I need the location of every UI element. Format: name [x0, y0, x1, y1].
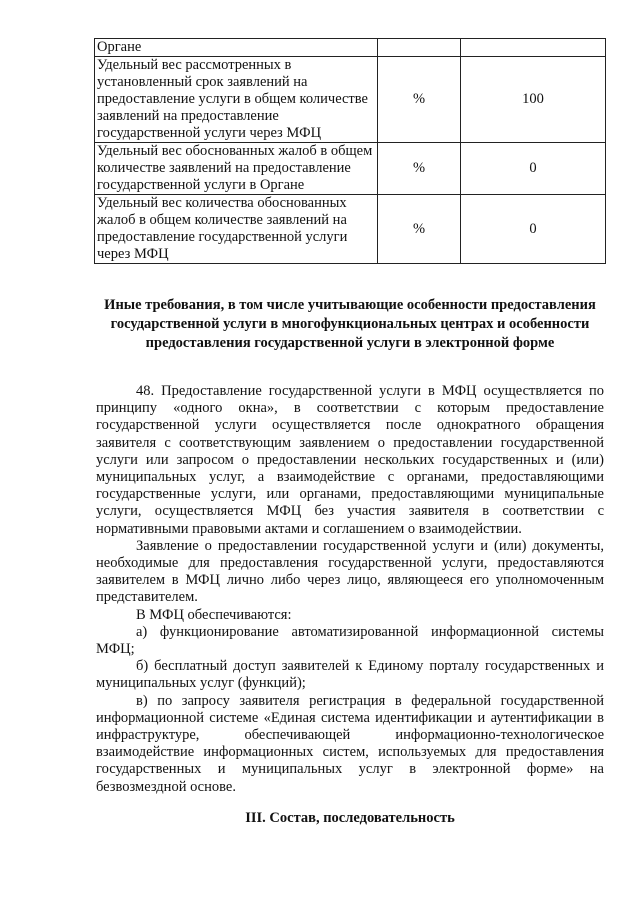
paragraph: 48. Предоставление государственной услуги в МФЦ осуществляется по принципу «одного окна», в соответствии с которым предоставление государственной услуги осуществляется после однократного обращения заявителя с соответствующим заявлением о предоставлении государственной услуги или запросом о предоставлении нескольких государственных и (или) муниципальных услуг, а взаимодействие с органами, предоставляющими государственные услуги, или органами, предоставляющими муниципальные услуги, осуществляется МФЦ без участия заявителя в соответствии с нормативными правовыми актами и соглашением о взаимодействии. — [96, 383, 604, 537]
indicator-value: 100 — [461, 57, 606, 143]
indicator-unit: % — [378, 195, 461, 264]
indicator-name: Органе — [95, 39, 378, 57]
body-text — [96, 383, 604, 796]
paragraph: а) функционирование автоматизированной информационной системы МФЦ; — [96, 623, 604, 658]
indicator-name: Удельный вес количества обоснованных жалоб в общем количестве заявлений на предоставление государственной услуги через МФЦ — [95, 195, 378, 264]
table-row — [95, 143, 606, 195]
paragraph: в) по запросу заявителя регистрация в федеральной государственной информационной системе «Единая система идентификации и аутентификации в инфраструктуре, обеспечивающей информационно-технологическое взаимодействие информационных систем, используемых для предоставления государственных и муниципальных услуг в электронной форме» на безвозмездной основе. — [96, 692, 604, 795]
indicator-unit — [378, 39, 461, 57]
indicator-name: Удельный вес рассмотренных в установленный срок заявлений на предоставление услуги в общем количестве заявлений на предоставление государственной услуги через МФЦ — [95, 57, 378, 143]
indicator-value: 0 — [461, 195, 606, 264]
indicator-name: Удельный вес обоснованных жалоб в общем количестве заявлений на предоставление государственной услуги в Органе — [95, 143, 378, 195]
indicator-value: 0 — [461, 143, 606, 195]
indicators-table — [94, 38, 606, 264]
paragraph: б) бесплатный доступ заявителей к Единому порталу государственных и муниципальных услуг (функций); — [96, 658, 604, 692]
indicator-unit: % — [378, 143, 461, 195]
table-row — [95, 57, 606, 143]
section-heading: Иные требования, в том числе учитывающие особенности предоставления государственной услуги в многофункциональных центрах и особенности предоставления государственной услуги в электронной форме — [104, 297, 596, 351]
indicator-value — [461, 39, 606, 57]
paragraph: Заявление о предоставлении государственной услуги и (или) документы, необходимые для предоставления государственной услуги, предоставляются заявителем в МФЦ лично либо через лицо, являющееся его уполномоченным представителем. — [96, 537, 604, 606]
indicator-unit: % — [378, 57, 461, 143]
paragraph: В МФЦ обеспечиваются: — [136, 606, 292, 623]
section-title: III. Состав, последовательность — [245, 810, 455, 826]
table-row — [95, 39, 606, 57]
table-row — [95, 195, 606, 264]
